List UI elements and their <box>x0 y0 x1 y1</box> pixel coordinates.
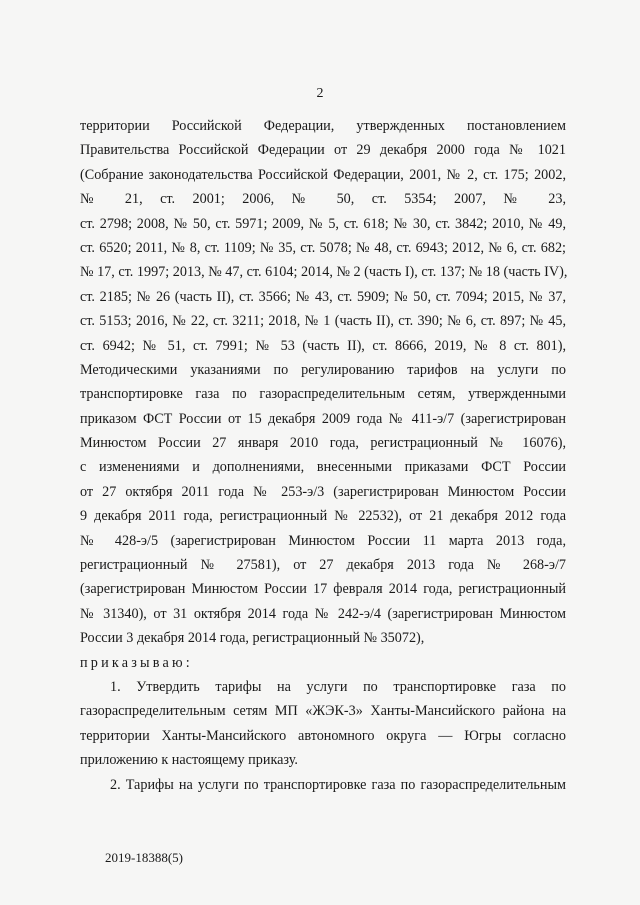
body-line: территории Российской Федерации, утвержденных постановлением <box>80 118 566 134</box>
body-line: газораспределительным сетям МП «ЖЭК-3» Ханты-Мансийского района на <box>80 703 566 720</box>
body-line: № 17, ст. 1997; 2013, № 47, ст. 6104; 2014, № 2 (часть I), ст. 137; № 18 (часть IV), <box>80 264 568 281</box>
body-line: № 21, ст. 2001; 2006, № 50, ст. 5354; 2007, № 23, <box>80 191 566 208</box>
body-line: 2. Тарифы на услуги по транспортировке газа по газораспределительным <box>110 776 566 793</box>
body-line: 1. Утвердить тарифы на услуги по транспортировке газа по <box>110 678 566 695</box>
body-line: (зарегистрирован Минюстом России 17 февраля 2014 года, регистрационный <box>80 581 566 598</box>
body-line: ст. 2798; 2008, № 50, ст. 5971; 2009, № 5, ст. 618; № 30, ст. 3842; 2010, № 49, <box>80 215 566 232</box>
body-line: территории Ханты-Мансийского автономного округа — Югры согласно <box>80 727 566 744</box>
body-line: от 27 октября 2011 года № 253-э/3 (зарегистрирован Минюстом России <box>80 483 566 500</box>
body-line: № 428-э/5 (зарегистрирован Минюстом России 11 марта 2013 года, <box>80 532 566 549</box>
body-line: (Собрание законодательства Российской Федерации, 2001, № 2, ст. 175; 2002, <box>80 166 566 183</box>
body-line: приказом ФСТ России от 15 декабря 2009 года № 411-э/7 (зарегистрирован <box>80 410 566 427</box>
body-line: приложению к настоящему приказу. <box>80 752 298 769</box>
body-line: ст. 6942; № 51, ст. 7991; № 53 (часть II), ст. 8666, 2019, № 8 ст. 801), <box>80 337 566 354</box>
document-code: 2019-18388(5) <box>105 850 183 865</box>
body-line: Методическими указаниями по регулированию тарифов на услуги по <box>80 361 566 378</box>
body-line: Правительства Российской Федерации от 29 декабря 2000 года № 1021 <box>80 142 566 159</box>
body-line: с изменениями и дополнениями, внесенными приказами ФСТ России <box>80 459 566 476</box>
body-line: ст. 5153; 2016, № 22, ст. 3211; 2018, № 1 (часть II), ст. 390; № 6, ст. 897; № 45, <box>80 313 566 330</box>
body-line: приказываю: <box>80 654 193 671</box>
body-line: ст. 2185; № 26 (часть II), ст. 3566; № 43, ст. 5909; № 50, ст. 7094; 2015, № 37, <box>80 288 566 305</box>
body-line: Минюстом России 27 января 2010 года, регистрационный № 16076), <box>80 435 566 452</box>
body-line: № 31340), от 31 октября 2014 года № 242-э/4 (зарегистрирован Минюстом <box>80 605 566 622</box>
body-line: 9 декабря 2011 года, регистрационный № 22532), от 21 декабря 2012 года <box>80 508 566 525</box>
document-body <box>80 114 566 797</box>
body-line: России 3 декабря 2014 года, регистрационный № 35072), <box>80 630 425 647</box>
body-line: ст. 6520; 2011, № 8, ст. 1109; № 35, ст. 5078; № 48, ст. 6943; 2012, № 6, ст. 682; <box>80 239 566 256</box>
body-line: регистрационный № 27581), от 27 декабря 2013 года № 268-э/7 <box>80 557 566 574</box>
page-number: 2 <box>316 86 324 101</box>
body-line: транспортировке газа по газораспределительным сетям, утвержденными <box>80 386 566 403</box>
